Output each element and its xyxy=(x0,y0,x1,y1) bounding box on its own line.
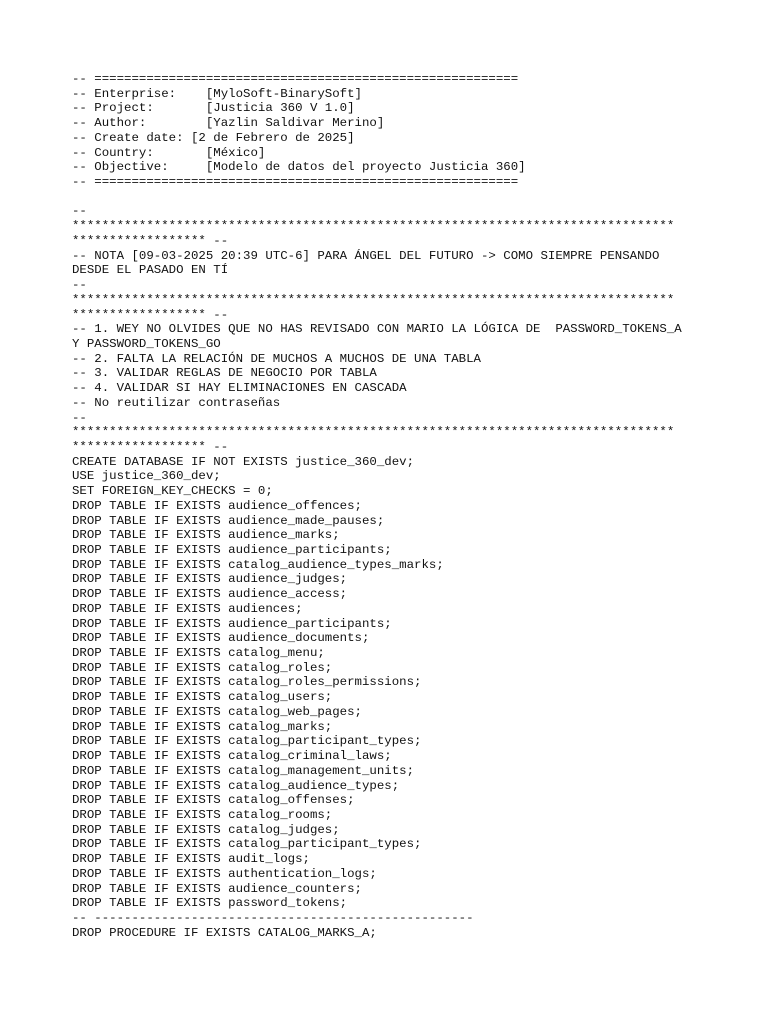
code-line: DROP TABLE IF EXISTS catalog_roles; xyxy=(72,660,333,675)
code-line: ****************** -- xyxy=(72,439,229,454)
code-line: DROP TABLE IF EXISTS audience_access; xyxy=(72,587,348,602)
code-line: DROP TABLE IF EXISTS audience_judges; xyxy=(72,572,348,587)
code-line: DROP TABLE IF EXISTS audit_logs; xyxy=(72,852,310,867)
code-line: SET FOREIGN_KEY_CHECKS = 0; xyxy=(72,484,273,499)
code-line: -- ========================================================= xyxy=(72,72,519,86)
code-line: DROP TABLE IF EXISTS catalog_menu; xyxy=(72,646,325,661)
code-line: DROP TABLE IF EXISTS catalog_roles_permissions; xyxy=(72,675,422,690)
code-line: DROP TABLE IF EXISTS catalog_audience_types_marks; xyxy=(72,557,444,572)
code-line: Y PASSWORD_TOKENS_GO xyxy=(72,336,221,351)
code-line: DROP TABLE IF EXISTS audience_made_pauses; xyxy=(72,513,385,528)
code-line: DROP TABLE IF EXISTS catalog_criminal_laws; xyxy=(72,749,392,764)
code-line: -- Author: [Yazlin Saldivar Merino] xyxy=(72,116,385,131)
code-line: ****************** -- xyxy=(72,307,229,322)
code-line: -- --------------------------------------------------- xyxy=(72,910,474,925)
code-line: DROP TABLE IF EXISTS authentication_logs; xyxy=(72,866,377,881)
code-line: -- 4. VALIDAR SI HAY ELIMINACIONES EN CASCADA xyxy=(72,381,407,396)
code-line: DROP TABLE IF EXISTS catalog_rooms; xyxy=(72,807,333,822)
code-line: ********************************************************************************* xyxy=(72,219,675,234)
code-line: DROP TABLE IF EXISTS catalog_users; xyxy=(72,690,333,705)
code-line: CREATE DATABASE IF NOT EXISTS justice_360_dev; xyxy=(72,454,415,469)
code-line: DESDE EL PASADO EN TÍ xyxy=(72,263,229,278)
code-line: DROP TABLE IF EXISTS catalog_web_pages; xyxy=(72,704,362,719)
code-line: DROP TABLE IF EXISTS catalog_judges; xyxy=(72,822,340,837)
code-line: ****************** -- xyxy=(72,233,229,248)
code-line: DROP TABLE IF EXISTS catalog_marks; xyxy=(72,719,333,734)
code-line: -- ========================================================= xyxy=(72,175,519,190)
code-line: DROP TABLE IF EXISTS catalog_audience_types; xyxy=(72,778,400,793)
code-line: -- 3. VALIDAR REGLAS DE NEGOCIO POR TABLA xyxy=(72,366,377,381)
code-line: DROP TABLE IF EXISTS audience_participants; xyxy=(72,616,392,631)
code-line: -- xyxy=(72,410,87,425)
code-line: DROP TABLE IF EXISTS catalog_management_units; xyxy=(72,763,415,778)
code-line: -- Country: [México] xyxy=(72,145,266,160)
code-line xyxy=(72,190,712,205)
code-line: DROP TABLE IF EXISTS audience_counters; xyxy=(72,881,362,896)
code-line: DROP TABLE IF EXISTS audience_marks; xyxy=(72,528,340,543)
code-line: -- Project: [Justicia 360 V 1.0] xyxy=(72,101,355,116)
code-line: DROP TABLE IF EXISTS audiences; xyxy=(72,601,303,616)
code-line: DROP TABLE IF EXISTS password_tokens; xyxy=(72,896,348,911)
code-line: -- Objective: [Modelo de datos del proyecto Justicia 360] xyxy=(72,160,526,175)
code-line: DROP PROCEDURE IF EXISTS CATALOG_MARKS_A; xyxy=(72,925,377,940)
code-line: -- xyxy=(72,204,87,219)
sql-script-text xyxy=(72,72,712,940)
code-line: -- Enterprise: [MyloSoft-BinarySoft] xyxy=(72,86,362,101)
code-line: DROP TABLE IF EXISTS catalog_offenses; xyxy=(72,793,355,808)
code-line: -- 2. FALTA LA RELACIÓN DE MUCHOS A MUCHOS DE UNA TABLA xyxy=(72,351,481,366)
code-line: DROP TABLE IF EXISTS audience_offences; xyxy=(72,498,362,513)
code-line: -- No reutilizar contraseñas xyxy=(72,395,281,410)
code-line: -- 1. WEY NO OLVIDES QUE NO HAS REVISADO CON MARIO LA LÓGICA DE PASSWORD_TOKENS_A xyxy=(72,322,682,337)
code-line: DROP TABLE IF EXISTS audience_participants; xyxy=(72,543,392,557)
code-line: DROP TABLE IF EXISTS catalog_participant_types; xyxy=(72,837,422,852)
code-line: ********************************************************************************* xyxy=(72,425,675,440)
code-line: DROP TABLE IF EXISTS audience_documents; xyxy=(72,631,370,646)
code-line: USE justice_360_dev; xyxy=(72,469,221,484)
code-line: -- xyxy=(72,278,87,293)
code-line: ********************************************************************************* xyxy=(72,292,675,307)
code-line: -- NOTA [09-03-2025 20:39 UTC-6] PARA ÁNGEL DEL FUTURO -> COMO SIEMPRE PENSANDO xyxy=(72,248,660,263)
code-line: DROP TABLE IF EXISTS catalog_participant_types; xyxy=(72,734,422,749)
code-line: -- Create date: [2 de Febrero de 2025] xyxy=(72,130,355,145)
